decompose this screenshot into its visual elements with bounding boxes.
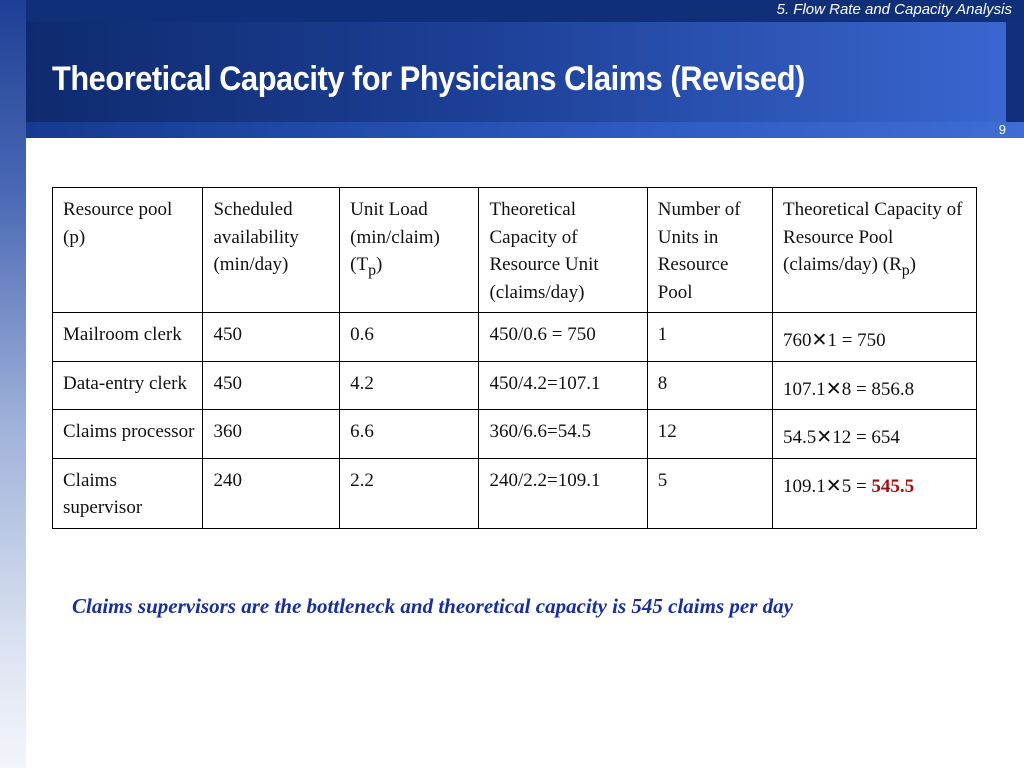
table-row [53, 410, 977, 459]
conclusion-text: Claims supervisors are the bottleneck and theoretical capacity is 545 claims per day [72, 594, 793, 618]
capacity-table [52, 187, 977, 529]
pool-capacity-formula: 54.5✕12 = 654 [783, 427, 900, 449]
cell-unit-load: 4.2 [340, 361, 479, 410]
cell-availability: 360 [203, 410, 340, 459]
course-section-label: 5. Flow Rate and Capacity Analysis [776, 1, 1012, 18]
pool-capacity-formula: 760✕1 = 750 [783, 330, 886, 352]
table-row [53, 361, 977, 410]
header-number-of-units: Number of Units in Resource Pool [647, 188, 772, 313]
header-unit-load-close: ) [376, 254, 383, 276]
pool-capacity-result: 545.5 [871, 475, 915, 497]
cell-unit-capacity: 450/4.2=107.1 [479, 361, 647, 410]
subtitle-bar [26, 122, 1024, 138]
header-pool-capacity-subscript: p [901, 261, 910, 279]
cell-unit-load: 0.6 [340, 313, 479, 362]
cell-units: 12 [647, 410, 772, 459]
cell-units: 1 [647, 313, 772, 362]
header-unit-load-subscript: p [368, 261, 376, 279]
cell-availability: 450 [203, 361, 340, 410]
header-scheduled-availability: Scheduled availability (min/day) [203, 188, 340, 313]
table-header-row [53, 188, 977, 313]
pool-capacity-formula: 109.1✕5 = [783, 475, 872, 497]
cell-unit-capacity: 450/0.6 = 750 [479, 313, 647, 362]
cell-availability: 240 [203, 458, 340, 528]
cell-resource-pool: Claims supervisor [53, 458, 203, 528]
cell-units: 8 [647, 361, 772, 410]
cell-units: 5 [647, 458, 772, 528]
title-bar-edge [1006, 22, 1024, 122]
cell-unit-capacity: 360/6.6=54.5 [479, 410, 647, 459]
cell-resource-pool: Mailroom clerk [53, 313, 203, 362]
page-title: Theoretical Capacity for Physicians Claims (Revised) [52, 60, 805, 98]
header-pool-capacity-text: Theoretical Capacity of Resource Pool (claims/day) (R [783, 199, 963, 276]
cell-pool-capacity [773, 313, 977, 362]
header-resource-pool: Resource pool (p) [53, 188, 203, 313]
cell-unit-load: 2.2 [340, 458, 479, 528]
header-unit-load-text: Unit Load (min/claim) (T [350, 199, 440, 276]
header-unit-load [340, 188, 479, 313]
cell-availability: 450 [203, 313, 340, 362]
cell-unit-capacity: 240/2.2=109.1 [479, 458, 647, 528]
table-row [53, 313, 977, 362]
header-pool-capacity-close: ) [909, 254, 916, 276]
table-row [53, 458, 977, 528]
cell-resource-pool: Data-entry clerk [53, 361, 203, 410]
pool-capacity-formula: 107.1✕8 = 856.8 [783, 378, 915, 400]
cell-pool-capacity [773, 361, 977, 410]
left-decorative-band [0, 0, 26, 768]
page-number: 9 [998, 122, 1006, 137]
cell-pool-capacity [773, 410, 977, 459]
cell-unit-load: 6.6 [340, 410, 479, 459]
cell-pool-capacity [773, 458, 977, 528]
header-pool-capacity [773, 188, 977, 313]
header-unit-capacity: Theoretical Capacity of Resource Unit (claims/day) [479, 188, 647, 313]
cell-resource-pool: Claims processor [53, 410, 203, 459]
